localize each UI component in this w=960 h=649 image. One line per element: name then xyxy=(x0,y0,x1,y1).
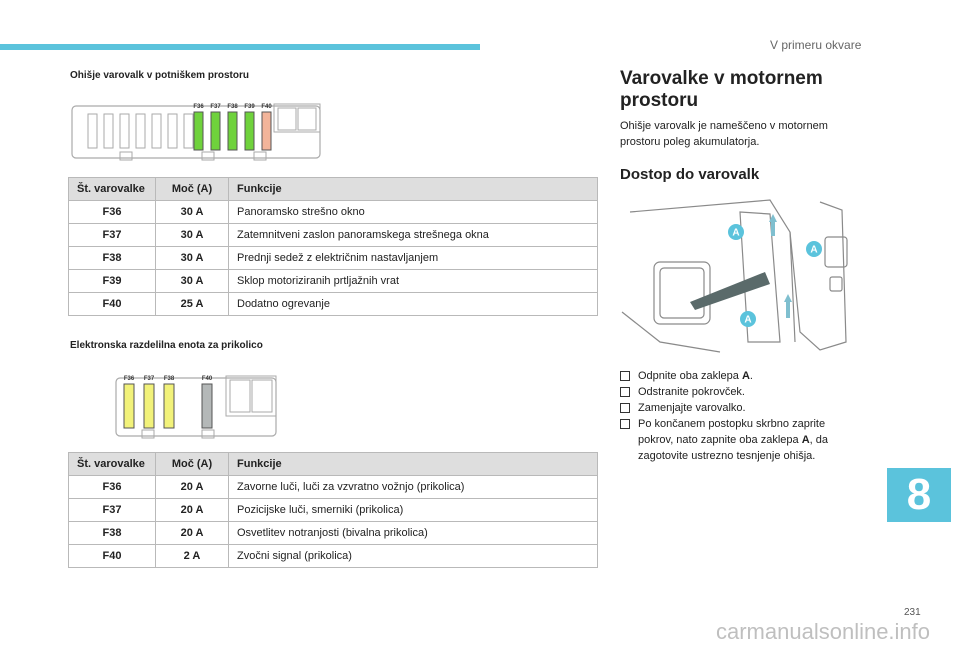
step-emphasis: A xyxy=(801,434,810,446)
fuse-function: Prednji sedež z električnim nastavljanjem xyxy=(229,247,598,270)
table-row xyxy=(69,201,598,224)
fuse-number: F37 xyxy=(69,224,156,247)
table-row xyxy=(69,247,598,270)
fuse-power: 20 A xyxy=(156,476,229,499)
engine-fusebox-illustration xyxy=(620,192,860,364)
step-text: Zamenjajte varovalko. xyxy=(638,402,746,414)
fuse-label: F39 xyxy=(244,104,255,110)
table-row xyxy=(69,293,598,316)
passenger-fusebox-diagram xyxy=(68,98,338,164)
fuse-label: F40 xyxy=(261,104,272,110)
table-row xyxy=(69,270,598,293)
table-row xyxy=(69,545,598,568)
table-row xyxy=(69,224,598,247)
fuse-label: F38 xyxy=(227,104,238,110)
fuse-power: 20 A xyxy=(156,522,229,545)
fuse-function: Dodatno ogrevanje xyxy=(229,293,598,316)
fuse-f37-icon xyxy=(211,112,220,150)
fuse-number: F38 xyxy=(69,522,156,545)
fuse-number: F36 xyxy=(69,476,156,499)
page-number: 231 xyxy=(904,607,921,618)
col-header-fuse: Št. varovalke xyxy=(69,453,156,476)
list-item xyxy=(620,416,860,464)
fuse-f36-icon xyxy=(124,384,134,428)
section-heading-trailer: Elektronska razdelilna enota za prikolico xyxy=(70,340,263,351)
fuse-label: F40 xyxy=(201,376,213,382)
marker-a-label: A xyxy=(732,227,740,239)
fuse-label: F36 xyxy=(123,376,135,382)
fuse-label: F38 xyxy=(163,376,175,382)
fuse-function: Pozicijske luči, smerniki (prikolica) xyxy=(229,499,598,522)
checkbox-icon xyxy=(620,419,630,429)
fuse-power: 2 A xyxy=(156,545,229,568)
marker-a-label: A xyxy=(810,244,818,256)
fuse-label: F37 xyxy=(143,376,155,382)
table-row xyxy=(69,499,598,522)
fuse-power: 30 A xyxy=(156,201,229,224)
fuse-function: Sklop motoriziranih prtljažnih vrat xyxy=(229,270,598,293)
list-item xyxy=(620,368,860,384)
chapter-title: V primeru okvare xyxy=(770,38,862,52)
checkbox-icon xyxy=(620,387,630,397)
fuse-function: Panoramsko strešno okno xyxy=(229,201,598,224)
col-header-fuse: Št. varovalke xyxy=(69,178,156,201)
passenger-fuse-table xyxy=(68,177,598,316)
fuse-f37-icon xyxy=(144,384,154,428)
fuse-number: F36 xyxy=(69,201,156,224)
fuse-number: F40 xyxy=(69,293,156,316)
accent-bar xyxy=(0,44,480,50)
fuse-power: 20 A xyxy=(156,499,229,522)
section-heading-passenger: Ohišje varovalk v potniškem prostoru xyxy=(70,70,249,81)
section-subtitle: Dostop do varovalk xyxy=(620,166,760,183)
marker-a-label: A xyxy=(744,314,752,326)
list-item xyxy=(620,400,860,416)
fuse-number: F38 xyxy=(69,247,156,270)
page-title: Varovalke v motornem prostoru xyxy=(620,68,823,111)
fuse-f40-icon xyxy=(262,112,271,150)
step-text: Odstranite pokrovček. xyxy=(638,386,745,398)
trailer-fuse-table xyxy=(68,452,598,568)
steps-list xyxy=(620,368,860,464)
checkbox-icon xyxy=(620,371,630,381)
fuse-f40-icon xyxy=(202,384,212,428)
step-text: Po končanem postopku skrbno zaprite pokrov, nato zapnite oba zaklepa xyxy=(638,418,826,446)
step-text: . xyxy=(749,370,753,382)
fuse-label: F37 xyxy=(210,104,221,110)
fuse-f38-icon xyxy=(228,112,237,150)
fuse-number: F40 xyxy=(69,545,156,568)
fuse-function: Zavorne luči, luči za vzvratno vožnjo (prikolica) xyxy=(229,476,598,499)
fuse-power: 25 A xyxy=(156,293,229,316)
watermark: carmanualsonline.info xyxy=(716,619,931,644)
fuse-f39-icon xyxy=(245,112,254,150)
fuse-function: Osvetlitev notranjosti (bivalna prikolica) xyxy=(229,522,598,545)
fuse-power: 30 A xyxy=(156,224,229,247)
intro-text: Ohišje varovalk je nameščeno v motornem prostoru poleg akumulatorja. xyxy=(620,120,828,148)
trailer-fusebox-diagram xyxy=(112,370,282,444)
checkbox-icon xyxy=(620,403,630,413)
col-header-power: Moč (A) xyxy=(156,178,229,201)
chapter-number-badge: 8 xyxy=(887,468,951,522)
fuse-function: Zvočni signal (prikolica) xyxy=(229,545,598,568)
fuse-label: F36 xyxy=(193,104,204,110)
col-header-function: Funkcije xyxy=(229,453,598,476)
table-row xyxy=(69,476,598,499)
fuse-power: 30 A xyxy=(156,247,229,270)
fuse-f38-icon xyxy=(164,384,174,428)
step-emphasis: A xyxy=(741,370,750,382)
col-header-function: Funkcije xyxy=(229,178,598,201)
col-header-power: Moč (A) xyxy=(156,453,229,476)
fuse-f36-icon xyxy=(194,112,203,150)
fuse-function: Zatemnitveni zaslon panoramskega strešnega okna xyxy=(229,224,598,247)
list-item xyxy=(620,384,860,400)
fuse-power: 30 A xyxy=(156,270,229,293)
step-text: , da zagotovite ustrezno tesnjenje ohišja. xyxy=(638,434,828,462)
fuse-number: F39 xyxy=(69,270,156,293)
step-text: Odpnite oba zaklepa xyxy=(638,370,742,382)
fuse-number: F37 xyxy=(69,499,156,522)
table-row xyxy=(69,522,598,545)
